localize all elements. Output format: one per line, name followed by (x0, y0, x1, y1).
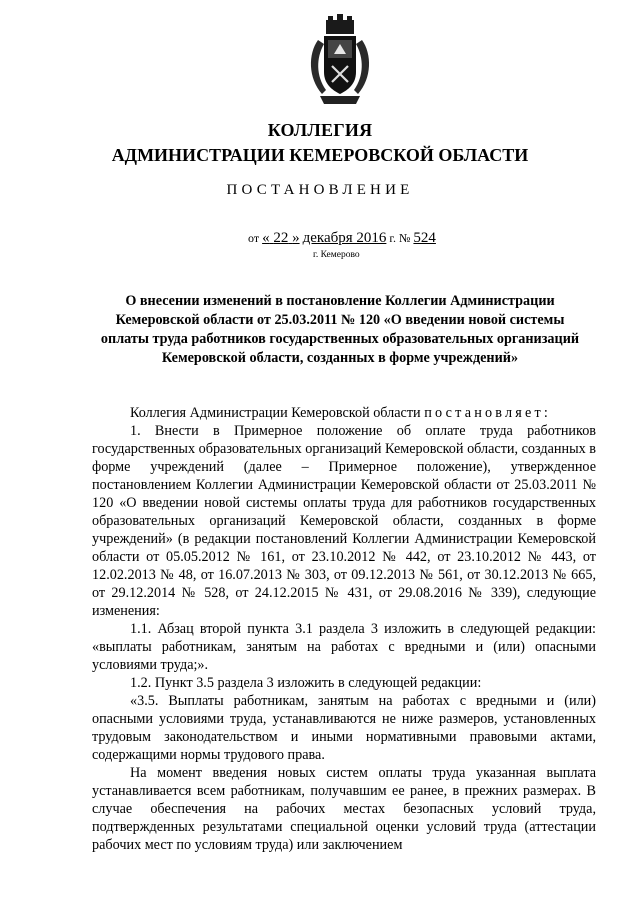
document-title: О внесении изменений в постановление Коллегии Администрации Кемеровской области от 25.03.2011 № 120 «О введении новой системы оплаты труда работников государственных образовательных организаций Кемеровской области, созданных в форме учреждений» (100, 293, 580, 366)
paragraph-1-2: 1.2. Пункт 3.5 раздела 3 изложить в следующей редакции: (130, 675, 482, 691)
intro-paragraph: Коллегия Администрации Кемеровской области постановляет: (130, 405, 552, 421)
paragraph-1: 1. Внести в Примерное положение об оплате труда работников государственных образовательных организаций Кемеровской области, созданных в форме учреждений (далее – Примерное положение), утвержденное постановлением Коллегии Администрации Кемеровской области от 25.03.2011 № 120 «О введении новой системы оплаты труда для работников государственных образовательных организаций Кемеровской области, созданных в форме учреждений» (в редакции постановлений Коллегии Администрации Кемеровской области от 05.05.2012 № 161, от 23.10.2012 № 442, от 23.10.2012 № 443, от 12.02.2013 № 48, от 16.07.2013 № 303, от 09.12.2013 № 561, от 30.12.2013 № 665, от 29.12.2014 № 528, от 24.12.2015 № 431, от 29.08.2016 № 339), следующие изменения: (92, 423, 596, 619)
document-number: 524 (413, 230, 436, 246)
date-day: « 22 » (262, 230, 300, 246)
org-title-line1: КОЛЛЕГИЯ (267, 120, 373, 140)
coat-of-arms-icon (304, 14, 376, 106)
document-type: ПОСТАНОВЛЕНИЕ (226, 182, 414, 198)
city-label: г. Кемерово (313, 250, 360, 260)
paragraph-3-5: «3.5. Выплаты работникам, занятым на работах с вредными и (или) опасными условиями труда, устанавливаются не ниже размеров, установленных трудовым законодательством и иными нормативными правовыми актами, содержащими нормы трудового права. (92, 693, 596, 763)
document-body (92, 404, 596, 854)
date-year-suffix: г. (389, 231, 396, 245)
paragraph-continuation: На момент введения новых систем оплаты труда указанная выплата устанавливается всем работникам, получавшим ее ранее, в прежних размерах. В случае обеспечения на рабочих местах безопасных условий труда, подтвержденных результатами специальной оценки условий труда (аттестации рабочих мест по условиям труда) или заключением (92, 765, 596, 853)
date-from-label: от (248, 231, 260, 245)
paragraph-1-1: 1.1. Абзац второй пункта 3.1 раздела 3 изложить в следующей редакции: «выплаты работникам, занятым на работах с вредными и (или) опасными условиями труда;». (92, 621, 596, 673)
date-line (248, 230, 436, 247)
org-title-line2: АДМИНИСТРАЦИИ КЕМЕРОВСКОЙ ОБЛАСТИ (111, 145, 529, 165)
number-sign: № (398, 231, 411, 245)
date-month-year: декабря 2016 (302, 230, 387, 246)
